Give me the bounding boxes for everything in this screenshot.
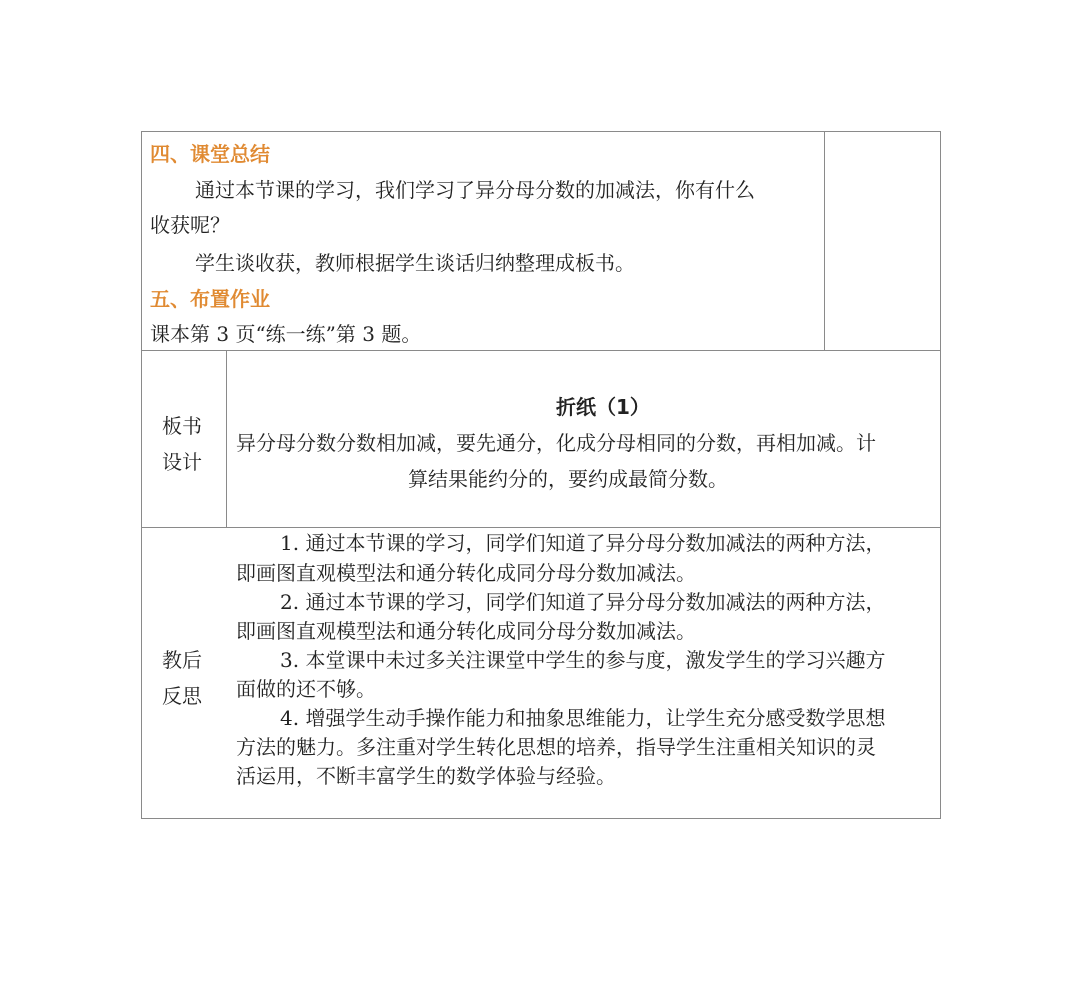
reflection-item-1-line-1: 1. 通过本节课的学习，同学们知道了异分母分数加减法的两种方法， <box>280 531 886 555</box>
homework-heading: 五、布置作业 <box>150 287 270 311</box>
reflection-item-3-line-2: 面做的还不够。 <box>236 677 376 701</box>
homework-text: 课本第 3 页“练一练”第 3 题。 <box>150 322 422 346</box>
reflection-item-2-line-1: 2. 通过本节课的学习，同学们知道了异分母分数加减法的两种方法， <box>280 590 886 614</box>
board-label-line-2: 设计 <box>162 450 202 474</box>
reflection-item-4-line-1: 4. 增强学生动手操作能力和抽象思维能力，让学生充分感受数学思想 <box>280 706 886 730</box>
board-label-line-1: 板书 <box>162 414 202 438</box>
summary-paragraph-line-1: 通过本节课的学习，我们学习了异分母分数的加减法，你有什么 <box>195 178 755 202</box>
reflection-item-3-line-1: 3. 本堂课中未过多关注课堂中学生的参与度，激发学生的学习兴趣方 <box>280 648 886 672</box>
board-title: 折纸（1） <box>556 395 650 419</box>
reflection-item-2-line-2: 即画图直观模型法和通分转化成同分母分数加减法。 <box>236 619 696 643</box>
summary-paragraph-2: 学生谈收获，教师根据学生谈话归纳整理成板书。 <box>195 251 635 275</box>
reflection-item-4-line-3: 活运用，不断丰富学生的数学体验与经验。 <box>236 764 616 788</box>
reflection-label-line-2: 反思 <box>162 684 202 708</box>
summary-right-divider <box>824 131 825 350</box>
summary-heading: 四、课堂总结 <box>150 142 270 166</box>
board-line-2: 算结果能约分的，要约成最简分数。 <box>408 467 728 491</box>
reflection-item-4-line-2: 方法的魅力。多注重对学生转化思想的培养，指导学生注重相关知识的灵 <box>236 735 876 759</box>
reflection-item-1-line-2: 即画图直观模型法和通分转化成同分母分数加减法。 <box>236 561 696 585</box>
reflection-label-line-1: 教后 <box>162 648 202 672</box>
summary-paragraph-line-2: 收获呢？ <box>150 213 230 237</box>
board-line-1: 异分母分数分数相加减，要先通分，化成分母相同的分数，再相加减。计 <box>236 431 876 455</box>
